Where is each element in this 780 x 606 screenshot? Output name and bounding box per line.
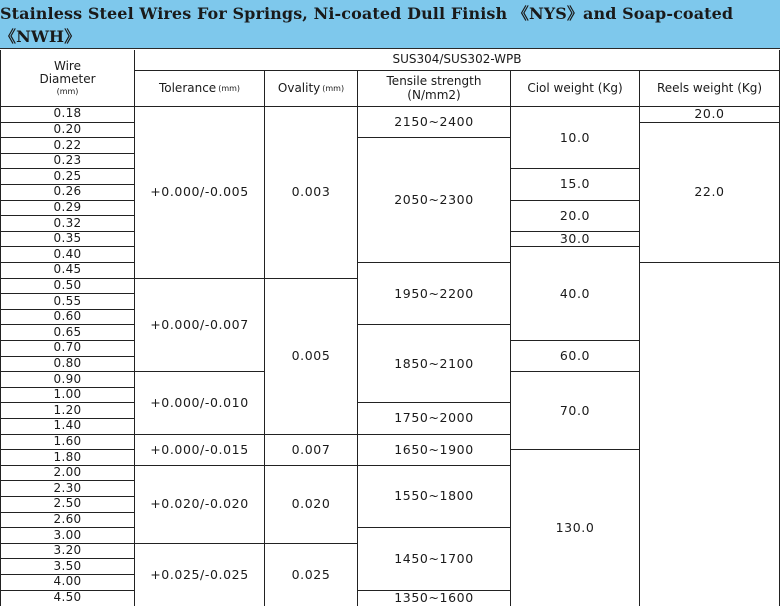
diameter-cell: 2.30: [0, 481, 135, 497]
coil-weight-cell: 10.0: [511, 107, 640, 169]
tensile-cell: 1850~2100: [358, 325, 511, 403]
tensile-header: Tensile strength (N/mm2): [358, 71, 511, 107]
diameter-cell: 0.18: [0, 107, 135, 123]
diameter-cell: 0.22: [0, 138, 135, 154]
tensile-cell: 2150~2400: [358, 107, 511, 138]
diameter-cell: 3.50: [0, 559, 135, 575]
coil-weight-cell: 15.0: [511, 169, 640, 200]
ovality-cell: 0.007: [265, 435, 358, 466]
ovality-cell: 0.025: [265, 544, 358, 606]
diameter-cell: 1.80: [0, 450, 135, 466]
diameter-cell: 0.60: [0, 310, 135, 326]
diameter-cell: 0.50: [0, 279, 135, 295]
diameter-header-line2: Diameter: [39, 72, 96, 87]
coil-weight-cell: 40.0: [511, 247, 640, 341]
diameter-cell: 0.35: [0, 232, 135, 248]
diameter-cell: 0.32: [0, 216, 135, 232]
diameter-cell: 0.45: [0, 263, 135, 279]
tolerance-cell: +0.000/-0.007: [135, 279, 265, 373]
tolerance-header-unit: (mm): [218, 83, 241, 93]
diameter-cell: 0.55: [0, 294, 135, 310]
diameter-cell: 4.50: [0, 591, 135, 606]
diameter-cell: 0.23: [0, 154, 135, 170]
diameter-cell: 0.26: [0, 185, 135, 201]
tolerance-cell: +0.000/-0.010: [135, 372, 265, 434]
diameter-cell: 3.20: [0, 544, 135, 560]
ovality-header: [265, 71, 358, 107]
diameter-cell: 0.70: [0, 341, 135, 357]
tolerance-cell: +0.000/-0.005: [135, 107, 265, 279]
diameter-cell: 1.20: [0, 403, 135, 419]
diameter-cell: 1.00: [0, 388, 135, 404]
diameter-cell: 0.40: [0, 247, 135, 263]
coil-weight-cell: 130.0: [511, 450, 640, 606]
tolerance-cell: +0.000/-0.015: [135, 435, 265, 466]
grade-header: SUS304/SUS302-WPB: [135, 50, 780, 71]
ovality-cell: 0.020: [265, 466, 358, 544]
tensile-cell: 1950~2200: [358, 263, 511, 325]
tensile-cell: 1650~1900: [358, 435, 511, 466]
coil-weight-cell: 30.0: [511, 232, 640, 248]
coil-weight-cell: 60.0: [511, 341, 640, 372]
page-title: Stainless Steel Wires For Springs, Ni-coated Dull Finish 《NYS》and Soap-coated 《NWH》: [0, 0, 780, 49]
tolerance-header: [135, 71, 265, 107]
tolerance-header-label: Tolerance: [158, 80, 217, 95]
reel-weight-header: Reels weight (Kg): [640, 71, 780, 107]
diameter-header: [0, 50, 135, 107]
diameter-cell: 0.80: [0, 357, 135, 373]
ovality-cell: 0.005: [265, 279, 358, 435]
diameter-cell: 2.50: [0, 497, 135, 513]
reel-weight-cell: 22.0: [640, 123, 780, 263]
tensile-cell: 1750~2000: [358, 403, 511, 434]
diameter-cell: 0.65: [0, 325, 135, 341]
coil-weight-header: Ciol weight (Kg): [511, 71, 640, 107]
tensile-cell: 1350~1600: [358, 591, 511, 606]
coil-weight-cell: 70.0: [511, 372, 640, 450]
diameter-cell: 1.60: [0, 435, 135, 451]
diameter-cell: 2.60: [0, 513, 135, 529]
tensile-cell: 2050~2300: [358, 138, 511, 263]
ovality-header-unit: (mm): [322, 83, 345, 93]
diameter-cell: 0.90: [0, 372, 135, 388]
tolerance-cell: +0.025/-0.025: [135, 544, 265, 606]
diameter-cell: 0.20: [0, 123, 135, 139]
tensile-cell: 1450~1700: [358, 528, 511, 590]
diameter-header-line1: Wire: [54, 58, 81, 73]
reel-weight-blank-cell: [640, 263, 780, 606]
reel-weight-cell: 20.0: [640, 107, 780, 123]
diameter-cell: 3.00: [0, 528, 135, 544]
tensile-cell: 1550~1800: [358, 466, 511, 528]
diameter-header-unit: (mm): [56, 87, 79, 97]
tolerance-cell: +0.020/-0.020: [135, 466, 265, 544]
diameter-cell: 0.25: [0, 169, 135, 185]
diameter-cell: 0.29: [0, 201, 135, 217]
diameter-cell: 2.00: [0, 466, 135, 482]
diameter-cell: 1.40: [0, 419, 135, 435]
coil-weight-cell: 20.0: [511, 201, 640, 232]
ovality-cell: 0.003: [265, 107, 358, 279]
diameter-cell: 4.00: [0, 575, 135, 591]
ovality-header-label: Ovality: [277, 80, 321, 95]
